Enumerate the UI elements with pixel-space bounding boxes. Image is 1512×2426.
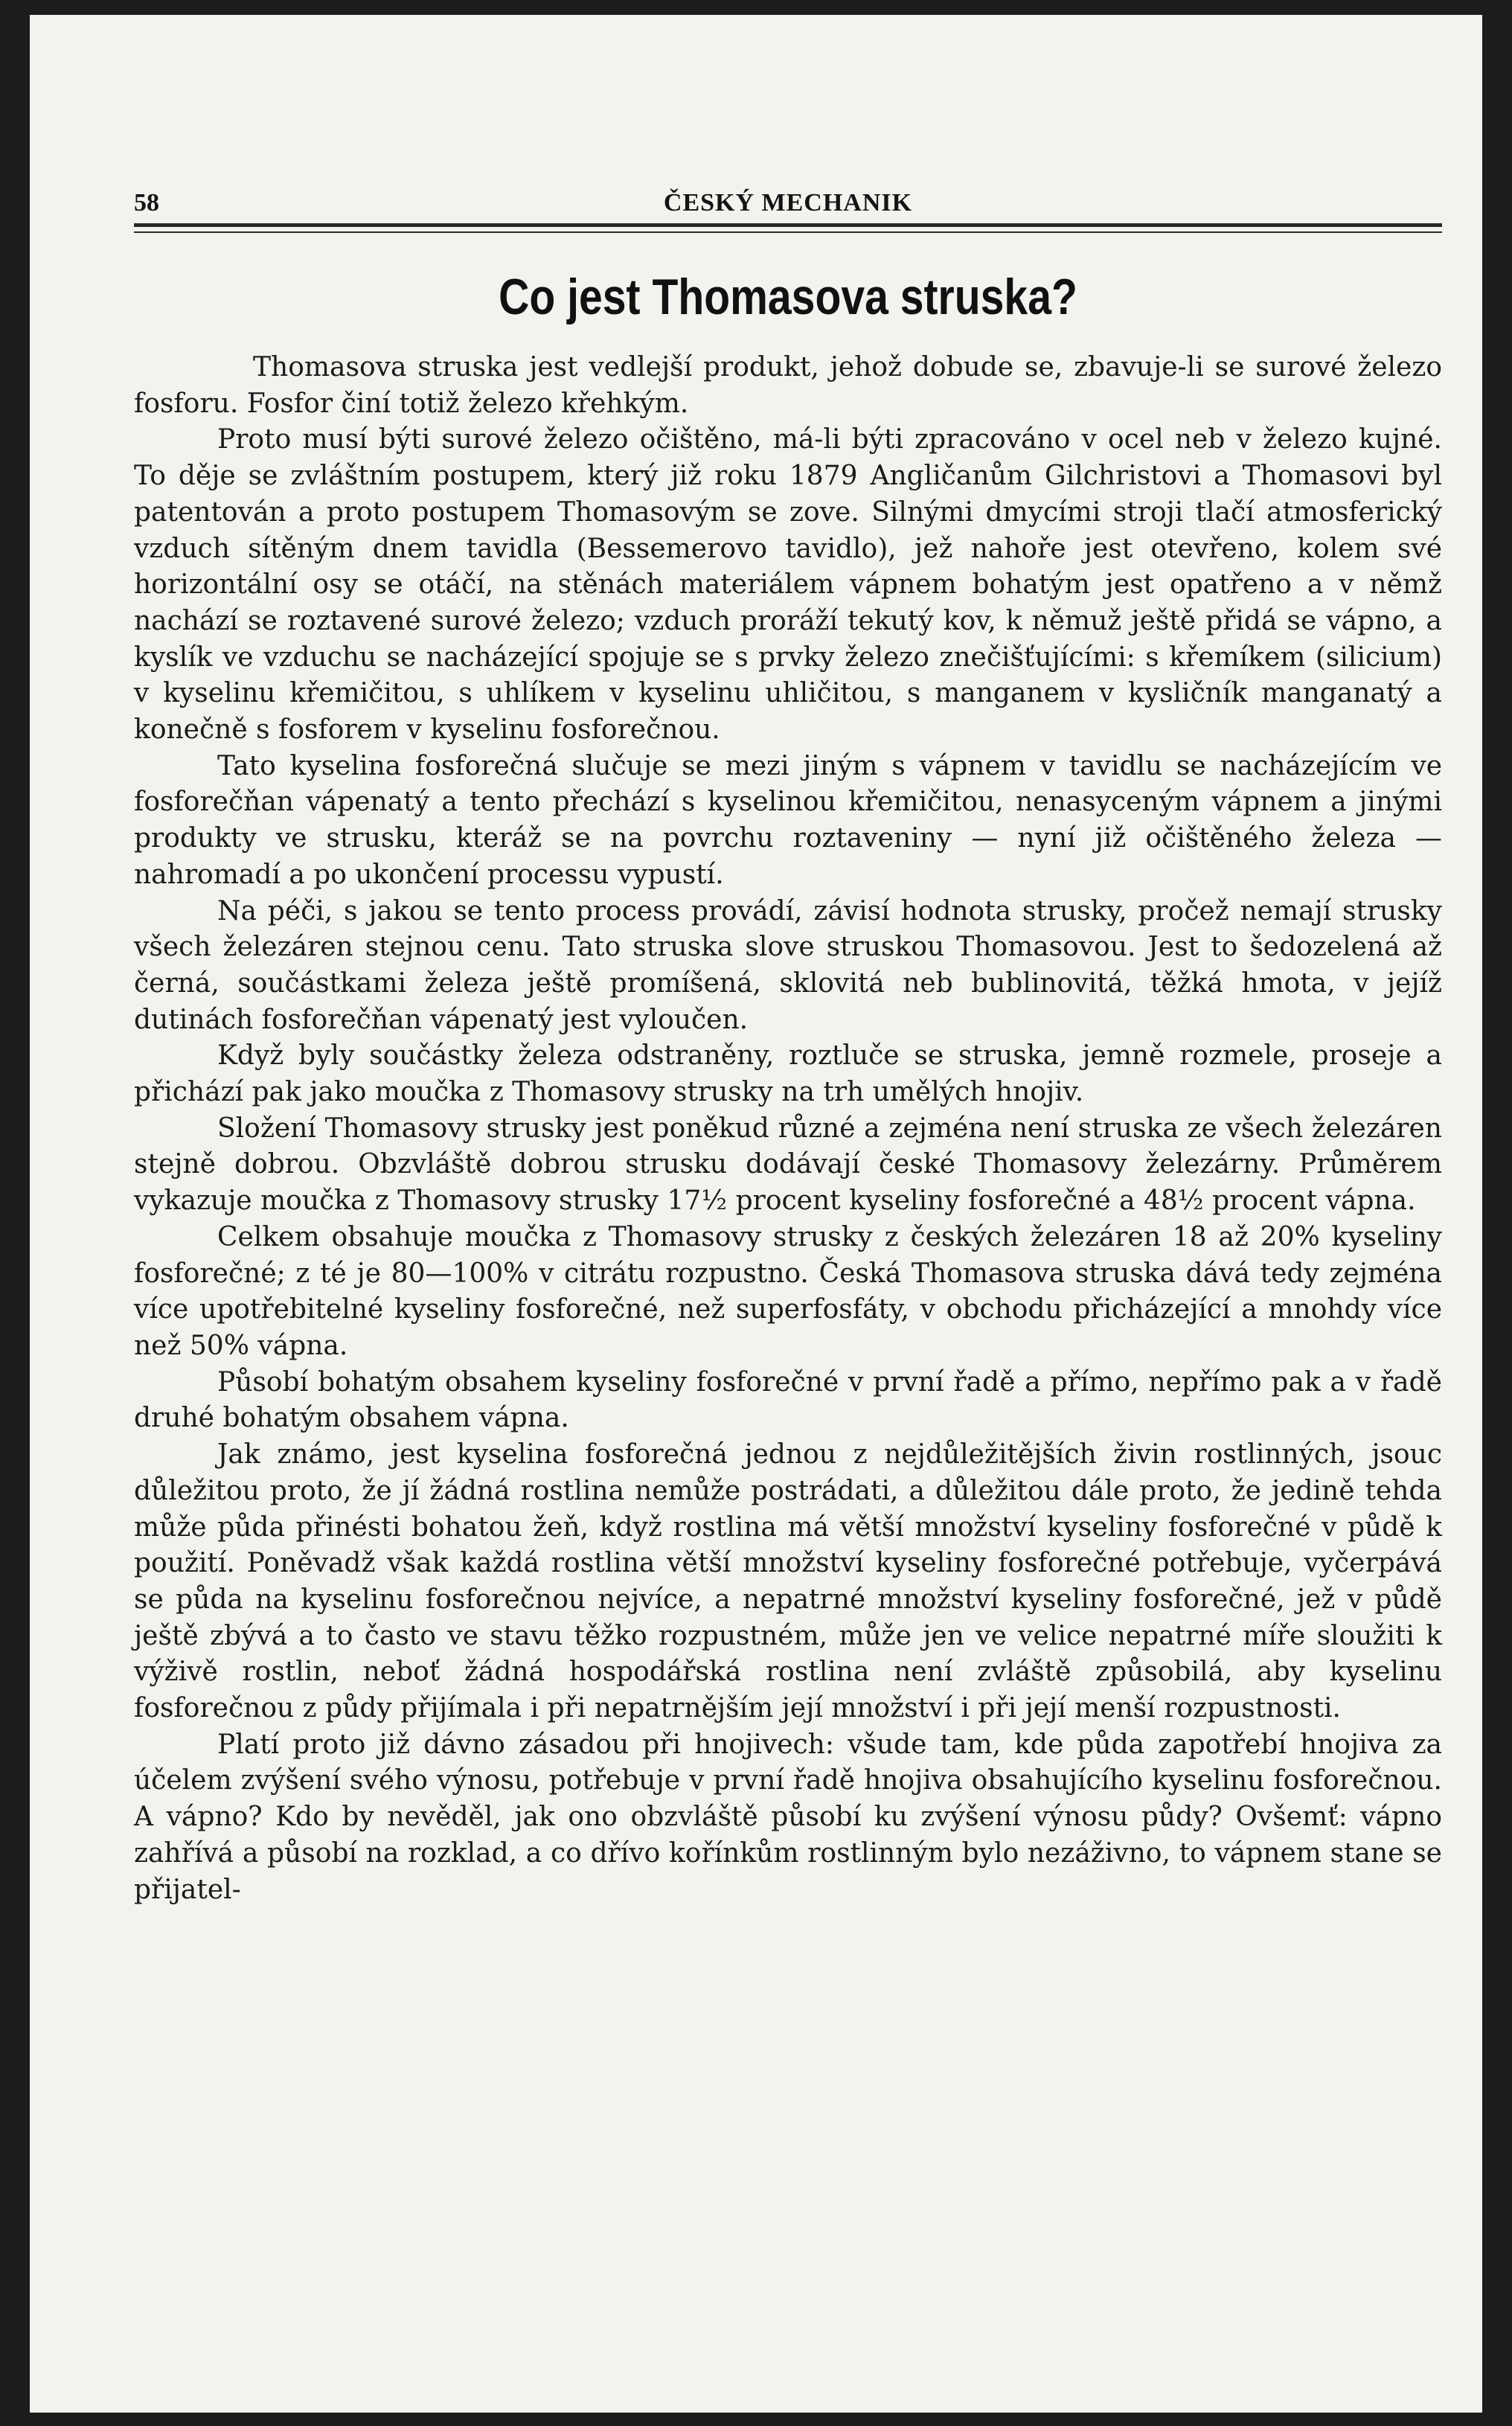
paragraph: Celkem obsahuje moučka z Thomasovy strusky z českých železáren 18 až 20% kyseliny fosforečné; z té je 80—100% v citrátu rozpustno. Česká Thomasova struska dává tedy zejména více upotřebitelné kyseliny fosforečné, než superfosfáty, v obchodu přicházející a mnohdy více než 50% vápna. <box>134 1221 1442 1361</box>
paragraph: Jak známo, jest kyselina fosforečná jednou z nejdůležitějších živin rostlinných, jsouc důležitou proto, že jí žádná rostlina nemůže postrádati, a důležitou dále proto, že jedině tehda může půda přinésti bohatou žeň, když rostlina má větší množství kyseliny fosforečné v půdě k použití. Poněvadž však každá rostlina větší množství kyseliny fosforečné potřebuje, vyčerpává se půda na kyselinu fosforečnou nejvíce, a nepatrné množství kyseliny fosforečné, jež v půdě ještě zbývá a to často ve stavu těžko rozpustném, může jen ve velice nepatrné míře sloužiti k výživě rostlin, neboť žádná hospodářská rostlina není zvláště způsobilá, aby kyselinu fosforečnou z půdy přijímala i při nepatrnějším její množství i při její menší rozpustnosti. <box>134 1439 1442 1724</box>
header-rule-thick <box>134 223 1442 227</box>
running-title: ČESKÝ MECHANIK <box>663 189 913 217</box>
header-rule-thin <box>134 231 1442 233</box>
paragraph: Proto musí býti surové železo očištěno, má-li býti zpracováno v ocel neb v železo kujné. To děje se zvláštním postupem, který již roku 1879 Angličanům Gilchristovi a Thomasovi byl patentován a proto postupem Thomasovým se zove. Silnými dmycími stroji tlačí atmosferický vzduch sítěným dnem tavidla (Bessemerovo tavidlo), jež nahoře jest otevřeno, kolem své horizontální osy se otáčí, na stěnách materiálem vápnem bohatým jest opatřeno a v němž nachází se roztavené surové železo; vzduch proráží tekutý kov, k němuž ještě přidá se vápno, a kyslík ve vzduchu se nacházející spojuje se s prvky železo znečišťujícími: s křemíkem (silicium) v kyselinu křemičitou, s uhlíkem v kyselinu uhličitou, s manganem v kysličník manganatý a konečně s fosforem v kyselinu fosforečnou. <box>134 424 1442 746</box>
article-body <box>134 350 1442 1908</box>
page-header <box>134 179 1442 223</box>
paragraph: Působí bohatým obsahem kyseliny fosforečné v první řadě a přímo, nepřímo pak a v řadě druhé bohatým obsahem vápna. <box>134 1366 1442 1434</box>
paragraph: Platí proto již dávno zásadou při hnojivech: všude tam, kde půda zapotřebí hnojiva za účelem zvýšení svého výnosu, potřebuje v první řadě hnojiva obsahujícího kyselinu fosforečnou. A vápno? Kdo by nevěděl, jak ono obzvláště působí ku zvýšení výnosu půdy? Ovšemť: vápno zahřívá a působí na rozklad, a co dřívo kořínkům rostlinným bylo nezáživno, to vápnem stane se přijatel- <box>134 1729 1442 1905</box>
paragraph: Složení Thomasovy strusky jest poněkud různé a zejména není struska ze všech železáren stejně dobrou. Obzvláště dobrou strusku dodávají české Thomasovy železárny. Průměrem vykazuje moučka z Thomasovy strusky 17½ procent kyseliny fosforečné a 48½ procent vápna. <box>134 1113 1442 1217</box>
paragraph: Thomasova struska jest vedlejší produkt, jehož dobude se, zbavuje-li se surové železo fosforu. Fosfor činí totiž železo křehkým. <box>134 352 1442 419</box>
paragraph: Když byly součástky železa odstraněny, roztluče se struska, jemně rozmele, proseje a přichází pak jako moučka z Thomasovy strusky na trh umělých hnojiv. <box>134 1040 1442 1108</box>
page-number: 58 <box>134 189 159 217</box>
paragraph: Tato kyselina fosforečná slučuje se mezi jiným s vápnem v tavidlu se nacházejícím ve fosforečňan vápenatý a tento přechází s kyselinou křemičitou, nenasyceným vápnem a jinými produkty ve strusku, kteráž se na povrchu roztaveniny — nyní již očištěného železa — nahromadí a po ukončení processu vypustí. <box>134 750 1442 890</box>
paragraph: Na péči, s jakou se tento process provádí, závisí hodnota strusky, pročež nemají strusky všech železáren stejnou cenu. Tato struska slove struskou Thomasovou. Jest to šedozelená až černá, součástkami železa ještě promíšená, sklovitá neb bublinovitá, těžká hmota, v jejíž dutinách fosforečňan vápenatý jest vyloučen. <box>134 895 1442 1035</box>
article-title: Co jest Thomasova struska? <box>499 269 1077 325</box>
book-page <box>30 15 1482 2413</box>
